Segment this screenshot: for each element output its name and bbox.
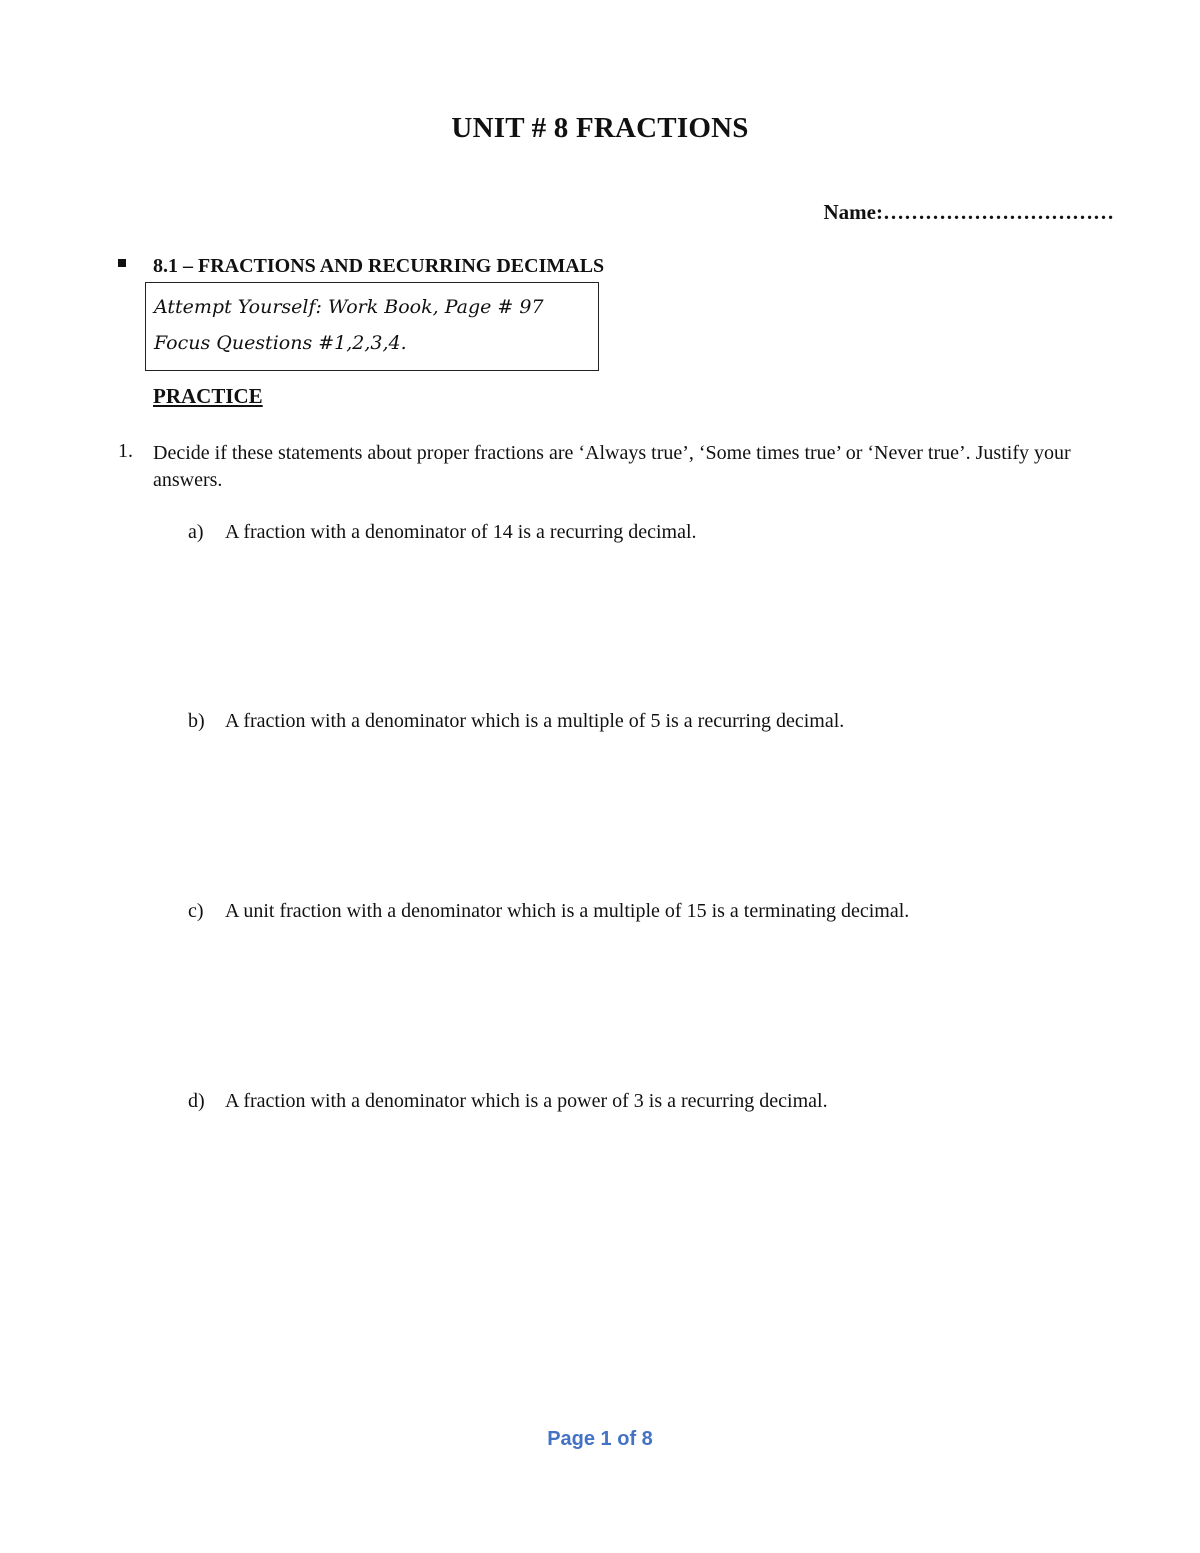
part-letter: a) <box>188 521 204 543</box>
attempt-box-line-2: Focus Questions #1,2,3,4. <box>154 332 407 354</box>
part-letter: d) <box>188 1090 205 1112</box>
part-text: A unit fraction with a denominator which is a multiple of 15 is a terminating decimal. <box>225 900 910 922</box>
section-bullet <box>118 259 126 267</box>
attempt-box-line-1: Attempt Yourself: Work Book, Page # 97 <box>154 296 544 318</box>
name-field: Name:…………………………… <box>823 200 1114 224</box>
question-part-a <box>188 521 697 544</box>
question-part-b <box>188 710 844 733</box>
practice-heading: PRACTICE <box>153 384 263 408</box>
page-number-footer: Page 1 of 8 <box>547 1428 653 1450</box>
page-title: UNIT # 8 FRACTIONS <box>451 112 749 144</box>
section-heading: 8.1 – FRACTIONS AND RECURRING DECIMALS <box>153 255 605 277</box>
question-number: 1. <box>118 440 133 462</box>
part-letter: b) <box>188 710 205 732</box>
part-letter: c) <box>188 900 204 922</box>
question-part-c <box>188 900 909 923</box>
attempt-yourself-box <box>145 282 599 371</box>
question-text: Decide if these statements about proper fractions are ‘Always true’, ‘Some times true’ or ‘Never true’. Justify your answers. <box>153 442 1071 491</box>
part-text: A fraction with a denominator which is a multiple of 5 is a recurring decimal. <box>225 710 845 732</box>
part-text: A fraction with a denominator which is a power of 3 is a recurring decimal. <box>225 1090 828 1112</box>
part-text: A fraction with a denominator of 14 is a recurring decimal. <box>225 521 697 543</box>
question-part-d <box>188 1090 828 1113</box>
